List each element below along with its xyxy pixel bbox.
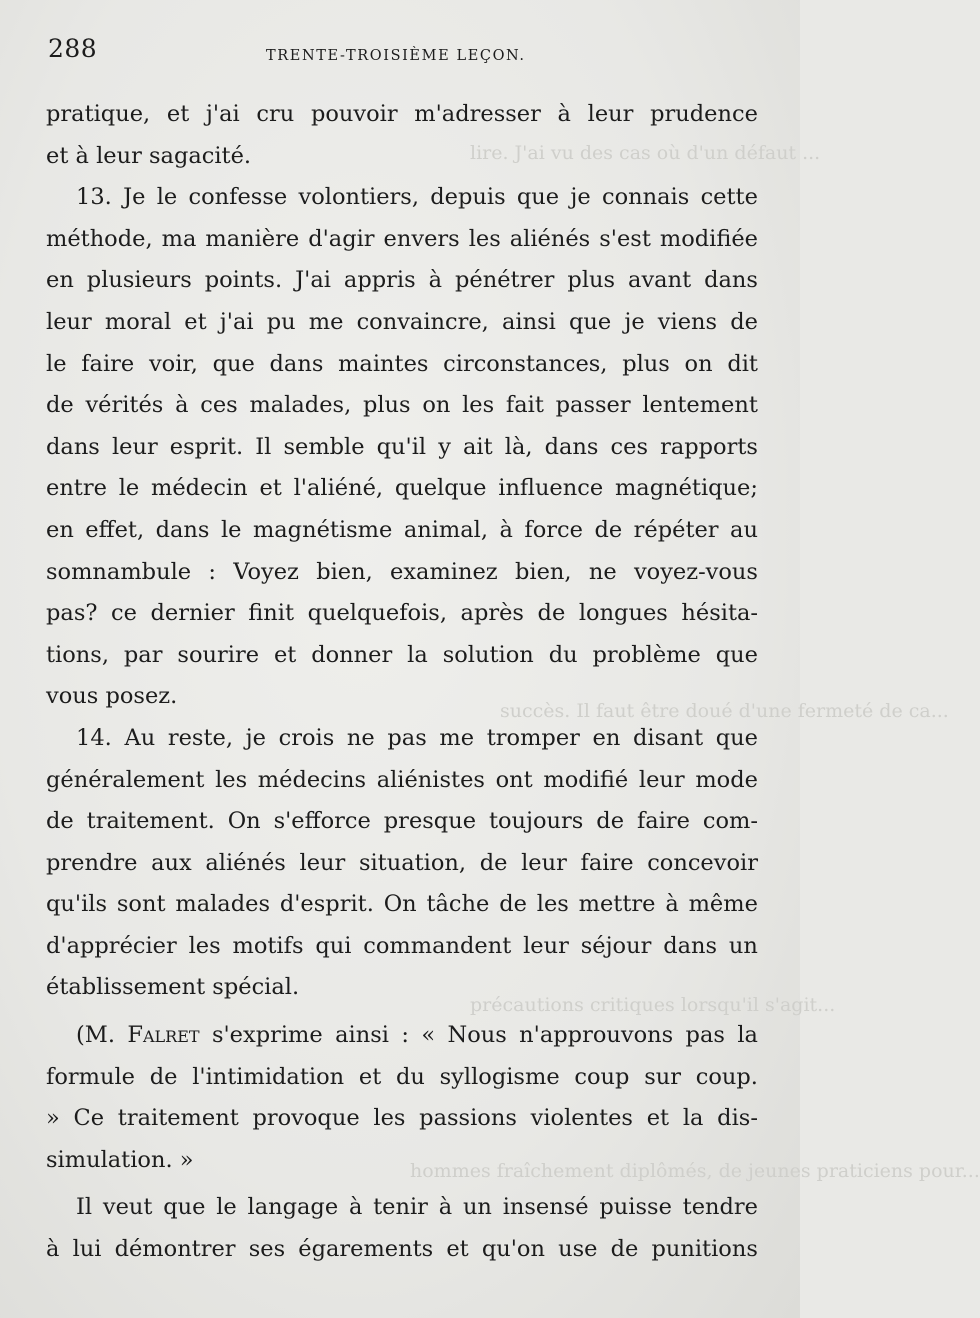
word: de	[610, 1236, 639, 1263]
word: dis-	[717, 1105, 758, 1132]
word: n'approuvons	[519, 1022, 674, 1049]
word: répéter	[633, 516, 719, 543]
word: généralement	[46, 766, 205, 793]
word: au	[730, 516, 758, 543]
text-line	[46, 468, 758, 510]
word: On	[383, 891, 417, 918]
word: me	[439, 724, 475, 751]
word: cru	[256, 101, 295, 127]
word: dans	[663, 932, 718, 959]
word: on	[684, 350, 713, 377]
text-line	[46, 385, 758, 427]
word: passions	[419, 1105, 517, 1132]
word: moral	[104, 308, 172, 335]
word: prendre	[46, 849, 138, 876]
word: tenir	[373, 1194, 428, 1221]
text-line	[46, 760, 758, 802]
word: viens	[657, 308, 718, 335]
word: tromper	[486, 724, 580, 751]
word: leur	[587, 101, 634, 127]
word: les	[462, 392, 495, 419]
word: leur	[638, 766, 685, 793]
word: longues	[578, 600, 668, 627]
text-line: simulation. »	[46, 1146, 194, 1173]
word: magnétique;	[614, 475, 758, 502]
word: pratique,	[46, 101, 151, 127]
word: s'est	[599, 225, 651, 252]
bleed-through-text: hommes fraîchement diplômés, de jeunes praticiens pour...	[410, 1160, 980, 1182]
text-line	[46, 1057, 758, 1099]
word: le	[220, 516, 242, 543]
word: s'efforce	[273, 808, 371, 835]
word: faire	[81, 350, 135, 377]
text-line	[46, 1015, 758, 1057]
word: que	[568, 308, 612, 335]
word: ce	[111, 600, 137, 627]
word: plus	[567, 267, 616, 294]
word: esprit.	[169, 433, 244, 460]
word: faire	[580, 849, 634, 876]
word: à	[428, 267, 443, 294]
word: pouvoir	[310, 101, 398, 127]
word: :	[401, 1022, 409, 1049]
word: par	[123, 641, 163, 668]
word: Nous	[447, 1022, 507, 1049]
paragraph	[46, 1187, 758, 1270]
word: la	[682, 1105, 704, 1132]
word: veut	[102, 1194, 153, 1221]
text-line	[46, 260, 758, 302]
word: et	[358, 1063, 382, 1090]
word: dans	[544, 433, 599, 460]
word: je	[624, 308, 645, 335]
paragraph-falret-quote	[46, 1015, 758, 1181]
word: et	[259, 475, 282, 502]
word: somnambule	[46, 558, 192, 585]
word: ces	[200, 392, 238, 419]
word: envers	[383, 225, 460, 252]
word: (M.	[76, 1022, 115, 1049]
word: un	[462, 1194, 492, 1221]
word: quelquefois,	[307, 600, 447, 627]
text-line	[46, 635, 758, 677]
paragraph	[46, 94, 758, 177]
word: j'ai	[205, 101, 240, 127]
page-number: 288	[48, 34, 98, 63]
word: force	[524, 516, 583, 543]
word: motifs	[232, 932, 304, 959]
word: modifiée	[659, 225, 758, 252]
word: dit	[727, 350, 758, 377]
word: que	[715, 724, 758, 751]
word: à	[665, 891, 679, 918]
word: donner	[311, 641, 393, 668]
word: effet,	[85, 516, 145, 543]
text-line: vous posez.	[46, 683, 178, 710]
word: pas	[387, 724, 427, 751]
word: :	[208, 558, 216, 585]
word: rapports	[660, 433, 758, 460]
word: séjour	[580, 932, 652, 959]
word: tendre	[682, 1194, 758, 1221]
word: l'aliéné,	[293, 475, 384, 502]
word: les	[215, 766, 248, 793]
word: puisse	[599, 1194, 672, 1221]
text-line	[46, 593, 758, 635]
text-line	[46, 302, 758, 344]
word: J'ai	[295, 267, 331, 294]
text-line	[46, 1229, 758, 1271]
word: plusieurs	[86, 267, 192, 294]
word: ses	[248, 1236, 286, 1263]
word: sur	[644, 1063, 681, 1090]
text-line	[46, 219, 758, 261]
word: problème	[592, 641, 701, 668]
text-line	[46, 1187, 758, 1229]
text-line	[46, 1098, 758, 1140]
word: et	[446, 1236, 469, 1263]
word: hésita-	[681, 600, 758, 627]
word: malades	[175, 891, 270, 918]
word: aliénistes	[376, 766, 485, 793]
word: crois	[278, 724, 335, 751]
word: l'intimidation	[192, 1063, 345, 1090]
word: lentement	[642, 392, 758, 419]
word: bien,	[514, 558, 572, 585]
text-line	[46, 552, 758, 594]
word: de	[499, 891, 527, 918]
word: voir,	[148, 350, 198, 377]
word: à	[348, 1194, 363, 1221]
text-line: et à leur sagacité.	[46, 142, 252, 169]
word: appris	[343, 267, 416, 294]
word: on	[422, 392, 451, 419]
word: langage	[247, 1194, 339, 1221]
word: à	[557, 101, 571, 127]
word: com-	[702, 808, 758, 835]
word: tions,	[46, 641, 109, 668]
text-line	[46, 926, 758, 968]
word: points.	[204, 267, 283, 294]
word: faire	[636, 808, 690, 835]
word: semble	[283, 433, 365, 460]
word: Falret	[127, 1022, 200, 1049]
word: y	[438, 433, 451, 460]
word: après	[460, 600, 524, 627]
word: sont	[116, 891, 166, 918]
word: les	[373, 1105, 406, 1132]
text-line	[46, 718, 758, 760]
word: de	[46, 392, 74, 419]
word: 13.	[76, 184, 112, 211]
word: de	[730, 308, 758, 335]
word: et	[273, 641, 297, 668]
word: un	[728, 932, 758, 959]
word: d'apprécier	[46, 932, 177, 959]
word: Je	[123, 184, 146, 211]
word: pas?	[46, 600, 98, 627]
page-header	[48, 34, 748, 74]
word: et	[646, 1105, 670, 1132]
word: toujours	[488, 808, 584, 835]
word: ainsi	[335, 1022, 389, 1049]
word: en	[46, 267, 74, 294]
word: Il	[255, 433, 272, 460]
word: de	[537, 600, 566, 627]
word: vérités	[85, 392, 164, 419]
word: avant	[628, 267, 692, 294]
word: le	[46, 350, 67, 377]
word: traitement.	[86, 808, 215, 835]
word: coup	[574, 1063, 630, 1090]
word: en	[592, 724, 621, 751]
word: dans	[269, 350, 324, 377]
word: circonstances,	[443, 350, 608, 377]
word: provoque	[252, 1105, 360, 1132]
word: commandent	[363, 932, 512, 959]
word: aliénés	[205, 849, 286, 876]
word: m'adresser	[414, 101, 541, 127]
word: mettre	[578, 891, 656, 918]
word: Voyez	[233, 558, 299, 585]
word: ont	[495, 766, 533, 793]
word: me	[308, 308, 344, 335]
word: qu'il	[376, 433, 427, 460]
word: influence	[498, 475, 604, 502]
word: maintes	[338, 350, 429, 377]
word: que	[212, 350, 255, 377]
word: voyez-vous	[633, 558, 758, 585]
word: plus	[622, 350, 670, 377]
bleed-through-text: succès. Il faut être doué d'une fermeté de ca...	[500, 700, 949, 722]
word: disant	[633, 724, 704, 751]
word: pas	[685, 1022, 725, 1049]
word: depuis	[430, 184, 506, 211]
word: Ce	[73, 1105, 105, 1132]
word: ne	[588, 558, 617, 585]
text-line	[46, 94, 758, 136]
word: tâche	[426, 891, 490, 918]
word: examinez	[390, 558, 498, 585]
text-line	[46, 427, 758, 469]
word: lui	[72, 1236, 102, 1263]
word: solution	[442, 641, 534, 668]
word: sourire	[177, 641, 260, 668]
word: que	[715, 641, 758, 668]
word: de	[46, 808, 74, 835]
word: d'esprit.	[279, 891, 374, 918]
word: insensé	[502, 1194, 589, 1221]
word: la	[737, 1022, 758, 1049]
word: cette	[700, 184, 758, 211]
word: fait	[505, 392, 544, 419]
word: magnétisme	[252, 516, 393, 543]
word: et	[166, 101, 190, 127]
text-line	[46, 344, 758, 386]
word: pu	[266, 308, 296, 335]
word: »	[46, 1105, 60, 1132]
word: formule	[46, 1063, 135, 1090]
word: le	[156, 184, 178, 211]
word: les	[188, 932, 221, 959]
word: de	[594, 516, 623, 543]
word: volontiers,	[298, 184, 419, 211]
word: passer	[555, 392, 631, 419]
word: le	[118, 475, 140, 502]
word: du	[548, 641, 578, 668]
word: syllogisme	[439, 1063, 560, 1090]
running-head: TRENTE-TROISIÈME LEÇON.	[266, 48, 526, 64]
word: les	[536, 891, 569, 918]
text-line	[46, 801, 758, 843]
word: entre	[46, 475, 107, 502]
word: à	[438, 1194, 453, 1221]
word: qui	[315, 932, 352, 959]
word: On	[227, 808, 261, 835]
word: ne	[346, 724, 375, 751]
word: situation,	[358, 849, 467, 876]
body-text	[46, 94, 758, 1271]
word: ma	[161, 225, 197, 252]
word: leur	[111, 433, 158, 460]
word: dans	[155, 516, 210, 543]
word: égarements	[298, 1236, 434, 1263]
word: là,	[504, 433, 533, 460]
word: presque	[383, 808, 477, 835]
word: médecin	[151, 475, 248, 502]
text-line	[46, 884, 758, 926]
word: ces	[610, 433, 648, 460]
word: Au	[124, 724, 156, 751]
word: dans	[704, 267, 758, 294]
bleed-through-text: précautions critiques lorsqu'il s'agit...	[470, 994, 836, 1016]
word: à	[499, 516, 513, 543]
word: j'ai	[219, 308, 254, 335]
word: malades,	[249, 392, 352, 419]
word: leur	[523, 932, 569, 959]
word: «	[421, 1022, 436, 1049]
word: aliénés	[509, 225, 591, 252]
word: quelque	[394, 475, 487, 502]
text-line	[46, 177, 758, 219]
word: de	[149, 1063, 178, 1090]
word: connais	[601, 184, 690, 211]
word: qu'on	[481, 1236, 545, 1263]
word: pénétrer	[455, 267, 555, 294]
paragraph-14	[46, 718, 758, 1009]
word: use	[558, 1236, 598, 1263]
text-line: établissement spécial.	[46, 974, 300, 1001]
word: ait	[463, 433, 493, 460]
word: qu'ils	[46, 891, 108, 918]
word: animal,	[403, 516, 489, 543]
word: leur	[521, 849, 567, 876]
word: dernier	[150, 600, 235, 627]
word: punitions	[651, 1236, 758, 1263]
word: la	[407, 641, 428, 668]
word: dans	[46, 433, 100, 460]
word: concevoir	[647, 849, 758, 876]
word: que	[163, 1194, 206, 1221]
word: manière	[205, 225, 300, 252]
word: du	[395, 1063, 425, 1090]
word: même	[688, 891, 758, 918]
word: Il	[76, 1194, 93, 1221]
word: et	[184, 308, 207, 335]
word: je	[570, 184, 591, 211]
word: aux	[151, 849, 192, 876]
word: médecins	[257, 766, 367, 793]
word: modifié	[543, 766, 629, 793]
word: en	[46, 516, 74, 543]
word: ainsi	[501, 308, 556, 335]
word: confesse	[188, 184, 288, 211]
word: finit	[248, 600, 295, 627]
word: à	[175, 392, 189, 419]
word: 14.	[76, 724, 112, 751]
text-line	[46, 510, 758, 552]
word: convaincre,	[356, 308, 489, 335]
word: plus	[362, 392, 411, 419]
word: prudence	[650, 101, 758, 127]
word: reste,	[167, 724, 233, 751]
word: s'exprime	[211, 1022, 323, 1049]
word: de	[479, 849, 508, 876]
word: le	[216, 1194, 237, 1221]
word: que	[516, 184, 560, 211]
word: mode	[695, 766, 758, 793]
paragraph-13	[46, 177, 758, 718]
text-line	[46, 843, 758, 885]
word: bien,	[316, 558, 373, 585]
word: les	[468, 225, 501, 252]
word: leur	[299, 849, 346, 876]
word: démontrer	[114, 1236, 236, 1263]
word: à	[46, 1236, 60, 1263]
word: traitement	[117, 1105, 239, 1132]
bleed-through-text: lire. J'ai vu des cas où d'un défaut ...	[470, 142, 821, 164]
word: méthode,	[46, 225, 153, 252]
word: coup.	[695, 1063, 758, 1090]
word: violentes	[530, 1105, 633, 1132]
word: leur	[46, 308, 92, 335]
word: d'agir	[308, 225, 375, 252]
word: je	[245, 724, 266, 751]
word: de	[596, 808, 625, 835]
